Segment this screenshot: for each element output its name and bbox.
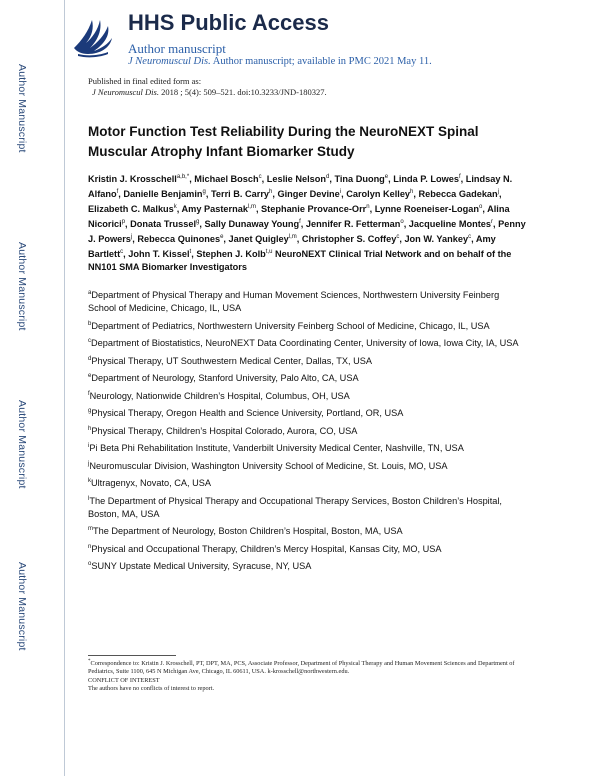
author-name: Rebecca Quinones [137, 234, 221, 245]
author-name: John T. Kissel [128, 249, 190, 260]
author-name: Alina Nicorici [88, 204, 510, 230]
affiliation-item [88, 495, 528, 521]
sidebar-label: Author Manuscript [16, 242, 28, 331]
sidebar-label: Author Manuscript [16, 400, 28, 489]
author-affiliation-mark: h [269, 189, 273, 196]
author-affiliation-mark: n [366, 204, 370, 211]
publication-journal: J Neuromuscul Dis. [92, 87, 159, 97]
footnote-rule [88, 655, 176, 656]
affiliation-item [88, 460, 528, 473]
author-name: Stephanie Provance-Orr [261, 204, 367, 215]
author-name: Rebecca Gadekan [418, 189, 498, 200]
affiliation-text: Department of Pediatrics, Northwestern University Feinberg School of Medicine, Chicago, IL, USA [91, 320, 490, 331]
article-title: Motor Function Test Reliability During the NeuroNEXT Spinal Muscular Atrophy Infant Biomarker Study [88, 124, 479, 159]
author-affiliation-mark: e [220, 234, 224, 241]
affiliation-text: The Department of Neurology, Boston Children’s Hospital, Boston, MA, USA [93, 526, 403, 536]
sidebar-label: Author Manuscript [16, 64, 28, 153]
publication-info [88, 76, 327, 98]
author-affiliation-mark: c [258, 174, 262, 180]
affiliation-mark: i [88, 442, 90, 449]
author-affiliation-mark: t [189, 249, 192, 256]
author-name: Jon W. Yankey [404, 234, 469, 245]
affiliation-text: Pi Beta Phi Rehabilitation Institute, Vanderbilt University Medical Center, Nashville, TN, USA [89, 443, 464, 453]
affiliation-mark: f [88, 390, 90, 397]
author-affiliation-mark: f [116, 189, 119, 196]
affiliation-text: Physical Therapy, Children’s Hospital Colorado, Aurora, CO, USA [91, 425, 358, 436]
affiliation-text: SUNY Upstate Medical University, Syracuse, NY, USA [91, 561, 312, 571]
affiliation-item [88, 320, 528, 333]
author-affiliation-mark: r [491, 219, 493, 226]
affiliation-text: Physical and Occupational Therapy, Children’s Mercy Hospital, Kansas City, MO, USA [91, 543, 442, 554]
affiliation-mark: g [88, 407, 92, 414]
author-name: Amy Pasternak [181, 204, 248, 215]
affiliation-list [88, 289, 528, 578]
author-name: Lynne Roeneiser-Logan [374, 204, 479, 215]
affiliation-item [88, 442, 528, 455]
author-affiliation-mark: o [400, 219, 404, 226]
author-affiliation-mark: h [410, 189, 414, 196]
author-affiliation-mark: l,m [247, 204, 256, 211]
author-affiliation-mark: l,m [288, 234, 297, 241]
author-name: Donata Trussel [130, 219, 197, 230]
author-name: Michael Bosch [194, 174, 259, 185]
author-name: Terri B. Carry [210, 189, 270, 200]
affiliation-text: The Department of Physical Therapy and Occupational Therapy Services, Boston Children’s Hospital, Boston, MA, USA [88, 495, 502, 519]
author-affiliation-mark: c [468, 234, 472, 241]
affiliation-text: Physical Therapy, UT Southwestern Medical Center, Dallas, TX, USA [91, 355, 373, 366]
affiliation-item [88, 390, 528, 403]
author-affiliation-mark: p [121, 219, 126, 226]
author-affiliation-mark: f [299, 219, 301, 226]
affiliation-mark: l [88, 495, 90, 502]
author-list: Kristin J. Krosschell$^{a,b,*}$, Michael Bosch$^c$, Leslie Nelson$^d$, Tina Duong$^e$, Linda P. Lowes$^f$, Lindsay N. Alfano$^f$, Danielle Benjamin$^g$, Terri B. Carry$^h$, Ginger Devine$^i$, Carolyn Kelley$^h$, Rebecca Gadekan$^j$, Elizabeth C. Malkus$^k$, Amy Pasternak$^{l,m}$, Stephanie Provance-Orr$^n$, Lynne Roeneiser-Logan$^o$, Alina Nicorici$^p$, Donata Trussel$^g$, Sally Dunaway Young$^f$, Jennifer R. Fetterman$^o$, Jacqueline Montes$^r$, Penny J. Powers$^j$, Rebecca Quinones$^e$, Janet Quigley$^{l,m}$, Christopher S. Coffey$^c$, Jon W. Yankey$^c$, Amy Bartlett$^c$, John T. Kissel$^t$, Stephen J. Kolb$^{t,u}$ NeuroNEXT Clinical Trial Network and on behalf of the NN101 SMA Biomarker Investigators [88, 174, 526, 273]
affiliation-item [88, 355, 528, 368]
author-name: Kristin J. Krosschell [88, 174, 177, 185]
affiliation-mark: n [88, 543, 92, 550]
correspondence-text: Correspondence to: Kristin J. Krosschell, PT, DPT, MA, PCS, Associate Professor, Department of Physical Therapy and Human Movement Sciences and Department of Pediatrics, Suite 1100, 645 N Michigan Ave, Chicago, IL 60611, USA. k-krosschell@northwestern.edu. [88, 660, 515, 676]
affiliation-text: Department of Physical Therapy and Human Movement Sciences, Northwestern University Feinberg School of Medicine, Chicago, IL, USA [88, 290, 500, 313]
publication-intro: Published in final edited form as: [88, 76, 202, 86]
header-journal-line [128, 56, 432, 67]
author-affiliation-mark: f [458, 174, 461, 180]
affiliation-text: Department of Neurology, Stanford University, Palo Alto, CA, USA [91, 373, 359, 383]
author-affiliation-mark: d [325, 174, 330, 180]
author-name: Linda P. Lowes [393, 174, 459, 185]
author-name: Carolyn Kelley [346, 189, 411, 200]
author-group: NeuroNEXT Clinical Trial Network and on behalf of the NN101 SMA Biomarker Investigators [88, 249, 512, 273]
affiliation-mark: c [88, 337, 91, 344]
author-affiliation-mark: j [130, 234, 133, 241]
author-name: Jennifer R. Fetterman [305, 219, 401, 230]
author-affiliation-mark: k [173, 204, 177, 211]
author-affiliation-mark: i [339, 189, 342, 196]
author-affiliation-mark: c [120, 249, 124, 256]
affiliation-item [88, 337, 528, 350]
affiliation-item [88, 407, 528, 420]
publication-citation-line [88, 87, 327, 98]
affiliation-item [88, 543, 528, 556]
affiliation-mark: a [88, 289, 92, 296]
author-name: Janet Quigley [228, 234, 289, 245]
affiliation-mark: k [88, 477, 91, 484]
correspondence-note [88, 658, 528, 677]
author-affiliation-mark: t,u [265, 249, 273, 256]
author-affiliation-mark: g [196, 219, 200, 226]
affiliation-mark: e [88, 372, 92, 379]
author-affiliation-mark: e [384, 174, 389, 180]
affiliation-mark: b [88, 320, 92, 327]
author-affiliation-mark: g [202, 189, 206, 196]
affiliation-mark: o [88, 560, 92, 567]
author-name: Penny J. Powers [88, 219, 526, 245]
author-name: Danielle Benjamin [123, 189, 203, 200]
author-name: Lindsay N. Alfano [88, 174, 513, 200]
footnotes [88, 658, 528, 693]
publication-citation: 2018 ; 5(4): 509–521. doi:10.3233/JND-180327. [161, 87, 327, 97]
affiliation-mark: j [88, 460, 90, 467]
hhs-eagle-logo-icon [68, 10, 118, 60]
author-name: Ginger Devine [277, 189, 340, 200]
affiliation-text: Department of Biostatistics, NeuroNEXT Data Coordinating Center, University of Iowa, Iowa City, IA, USA [91, 338, 519, 348]
sidebar-label: Author Manuscript [16, 562, 28, 651]
sidebar-divider [64, 0, 65, 776]
author-affiliation-mark: o [479, 204, 483, 211]
affiliation-mark: d [88, 355, 92, 362]
affiliation-text: Ultragenyx, Novato, CA, USA [91, 478, 211, 488]
affiliation-item [88, 525, 528, 538]
author-affiliation-mark: j [497, 189, 500, 196]
header-journal-note: Author manuscript; available in PMC 2021 May 11. [212, 56, 432, 67]
author-name: Elizabeth C. Malkus [88, 204, 174, 215]
affiliation-mark: m [88, 525, 93, 532]
conflict-text: The authors have no conflicts of interest to report. [88, 684, 215, 692]
affiliation-text: Neurology, Nationwide Children’s Hospital, Columbus, OH, USA [89, 390, 350, 401]
author-name: Christopher S. Coffey [301, 234, 397, 245]
author-name: Amy Bartlett [88, 234, 496, 260]
author-name: Jacqueline Montes [408, 219, 491, 230]
affiliation-text: Physical Therapy, Oregon Health and Science University, Portland, OR, USA [91, 408, 404, 418]
author-name: Sally Dunaway Young [204, 219, 300, 230]
affiliation-item [88, 560, 528, 573]
author-name: Leslie Nelson [266, 174, 326, 185]
affiliation-item [88, 289, 528, 315]
affiliation-item [88, 477, 528, 490]
header-subtitle: Author manuscript [128, 41, 226, 56]
conflict-heading: CONFLICT OF INTEREST [88, 676, 160, 684]
author-name: Stephen J. Kolb [196, 249, 266, 260]
affiliation-item [88, 372, 528, 385]
affiliation-item [88, 425, 528, 438]
author-affiliation-mark: a,b,* [176, 174, 190, 180]
affiliation-text: Neuromuscular Division, Washington University School of Medicine, St. Louis, MO, USA [89, 460, 448, 471]
author-affiliation-mark: c [396, 234, 400, 241]
header-title: HHS Public Access [128, 10, 329, 35]
header-journal-name: J Neuromuscul Dis. [128, 56, 211, 67]
correspondence-mark: * [88, 659, 91, 664]
author-name: Tina Duong [334, 174, 385, 185]
affiliation-mark: h [88, 425, 92, 432]
